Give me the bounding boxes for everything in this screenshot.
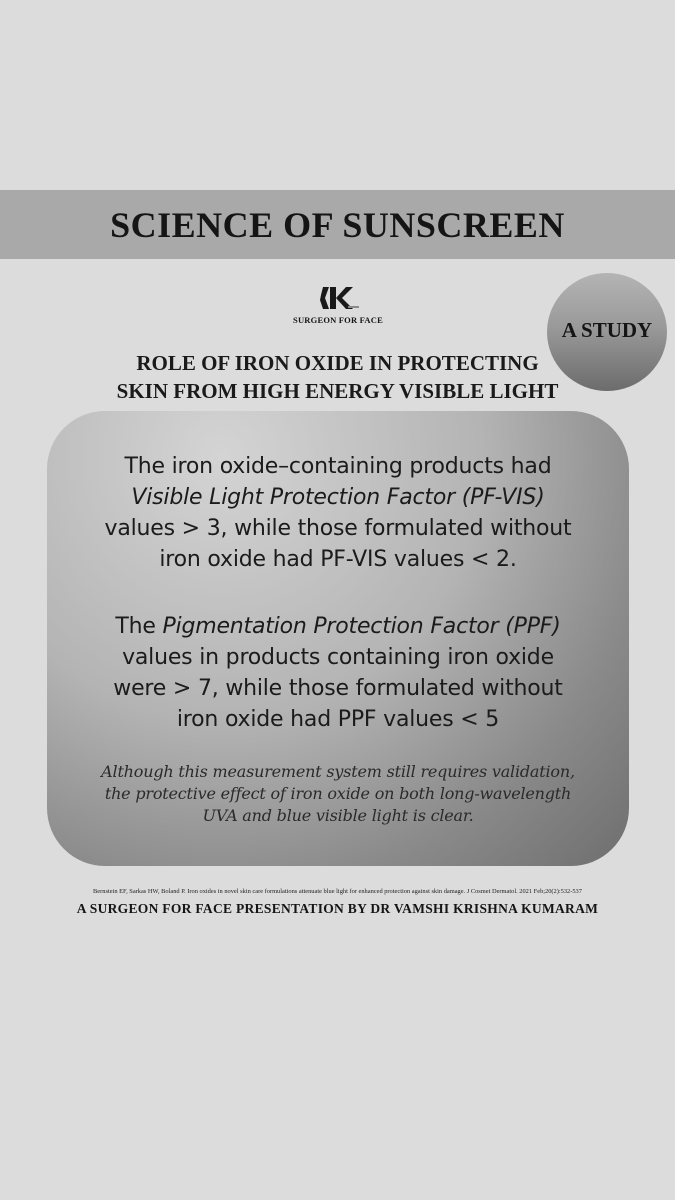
ppf-line-1-prefix: The	[115, 614, 163, 639]
pf-vis-paragraph	[47, 451, 629, 575]
subtitle-line-2: SKIN FROM HIGH ENERGY VISIBLE LIGHT	[116, 379, 559, 403]
ppf-line-3: were > 7, while those formulated without	[113, 676, 563, 701]
page-title: SCIENCE OF SUNSCREEN	[110, 204, 565, 245]
surgeon-for-face-logo-icon	[315, 283, 361, 313]
logo	[283, 283, 393, 325]
note-line-2: the protective effect of iron oxide on both long-wavelength	[104, 784, 572, 803]
pf-vis-line-1: The iron oxide–containing products had	[124, 454, 552, 479]
pf-vis-term: Visible Light Protection Factor (PF-VIS)	[131, 485, 545, 510]
ppf-line-1	[47, 611, 629, 642]
validation-note	[47, 761, 629, 827]
subtitle	[60, 349, 615, 405]
ppf-term: Pigmentation Protection Factor (PPF)	[162, 614, 561, 639]
study-badge-label: A STUDY	[561, 317, 653, 342]
ppf-line-2: values in products containing iron oxide	[122, 645, 554, 670]
subtitle-line-1: ROLE OF IRON OXIDE IN PROTECTING	[136, 351, 539, 375]
citation: Bernstein EF, Sarkas HW, Boland P. Iron oxides in novel skin care formulations attenuate blue light for enhanced protection against skin damage. J Cosmet Dermatol. 2021 Feb;20(2):532-537	[93, 888, 582, 895]
note-line-3: UVA and blue visible light is clear.	[202, 806, 474, 825]
logo-caption: SURGEON FOR FACE	[293, 315, 383, 325]
ppf-line-4: iron oxide had PPF values < 5	[176, 707, 500, 732]
note-line-1: Although this measurement system still requires validation,	[101, 762, 575, 781]
pf-vis-line-3: values > 3, while those formulated without	[104, 516, 572, 541]
findings-panel	[47, 411, 629, 866]
title-band	[0, 190, 675, 259]
presenter-credit: A SURGEON FOR FACE PRESENTATION BY DR VAMSHI KRISHNA KUMARAM	[76, 901, 599, 916]
pf-vis-line-2	[47, 482, 629, 513]
pf-vis-line-4: iron oxide had PF-VIS values < 2.	[159, 547, 517, 572]
ppf-paragraph	[47, 611, 629, 735]
